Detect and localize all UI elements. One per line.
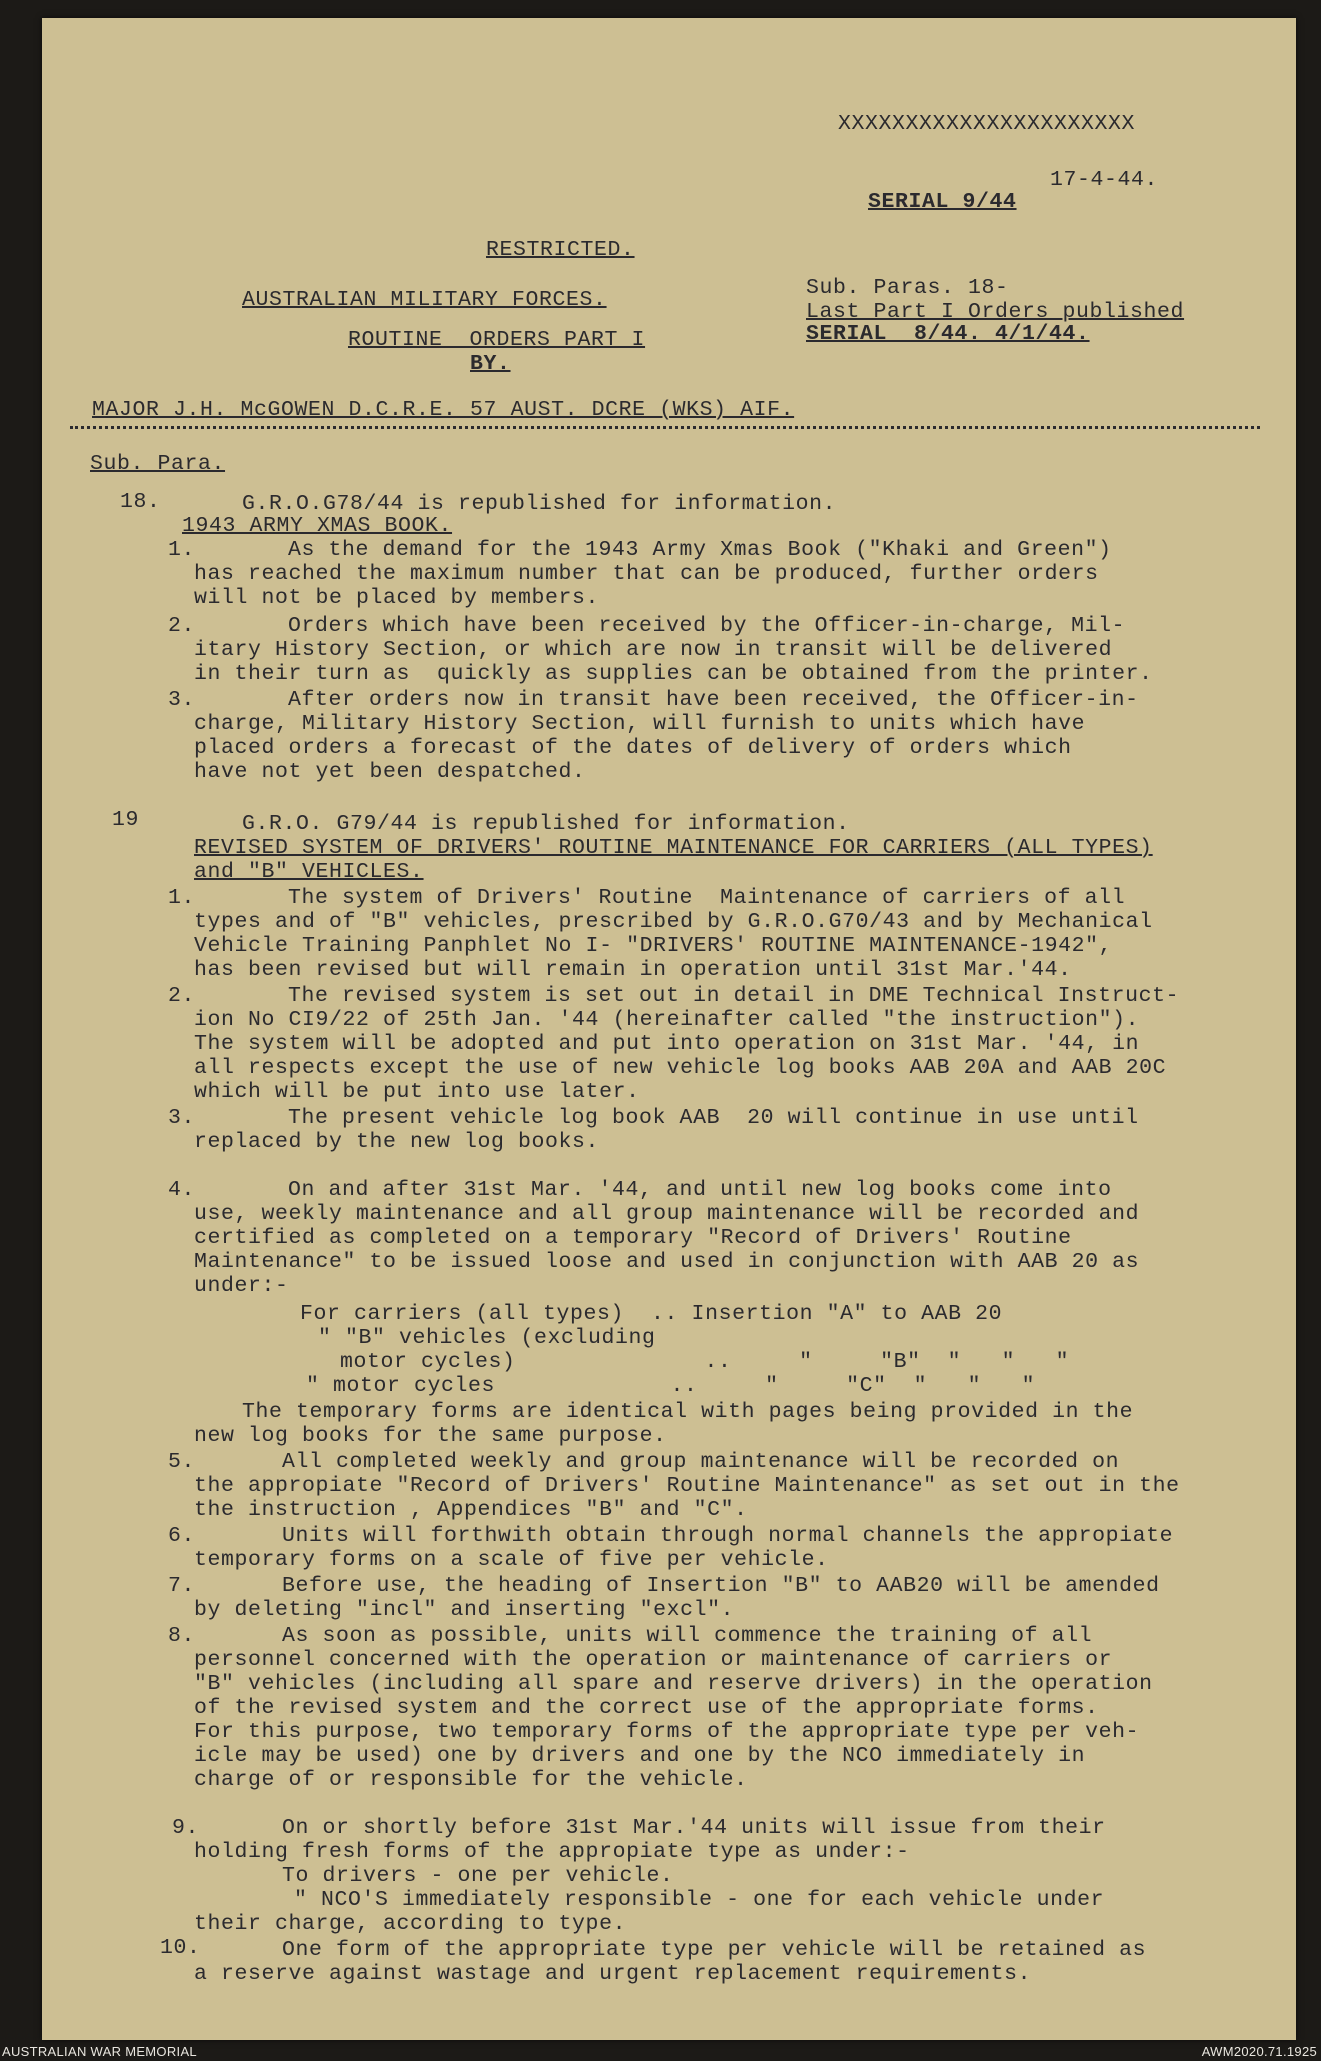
body-line: After orders now in transit have been received, the Officer-in- (288, 688, 1139, 712)
body-line: under:- (194, 1274, 289, 1298)
body-line: has been revised but will remain in operation until 31st Mar.'44. (194, 958, 1072, 982)
body-line: will not be placed by members. (194, 586, 600, 610)
body-line: replaced by the new log books. (194, 1130, 600, 1154)
body-line: in their turn as quickly as supplies can be obtained from the printer. (194, 662, 1153, 686)
para-number: 18. (120, 490, 161, 514)
header-forces: AUSTRALIAN MILITARY FORCES. (242, 288, 607, 312)
body-line: All completed weekly and group maintenance will be recorded on (282, 1450, 1120, 1474)
header-by: BY. (470, 352, 511, 376)
body-line: On and after 31st Mar. '44, and until new log books come into (288, 1178, 1112, 1202)
header-sub-paras: Sub. Paras. 18- (806, 276, 1009, 300)
item-number: 7. (168, 1574, 196, 1598)
body-line: The revised system is set out in detail in DME Technical Instruct- (288, 984, 1180, 1008)
item-number: 8. (168, 1624, 196, 1648)
item-number: 9. (172, 1816, 200, 1840)
body-line: As the demand for the 1943 Army Xmas Book ("Khaki and Green") (288, 538, 1112, 562)
dotted-divider (70, 426, 1260, 429)
body-line: The system will be adopted and put into operation on 31st Mar. '44, in (194, 1032, 1140, 1056)
table-line: motor cycles) .. " "B" " " " (340, 1350, 1070, 1374)
body-line: For this purpose, two temporary forms of the appropriate type per veh- (194, 1720, 1140, 1744)
body-line: itary History Section, or which are now in transit will be delivered (194, 638, 1113, 662)
sub-para-label: Sub. Para. (90, 452, 226, 476)
table-line: " motor cycles .. " "C" " " " (306, 1374, 1036, 1398)
body-line: which will be put into use later. (194, 1080, 640, 1104)
header-date: 17-4-44. (1050, 168, 1159, 192)
body-line: G.R.O. G79/44 is republished for information. (242, 812, 850, 836)
body-line: Vehicle Training Panphlet No I- "DRIVERS' ROUTINE MAINTENANCE-1942", (194, 934, 1113, 958)
header-last-serial: SERIAL 8/44. 4/1/44. (806, 322, 1090, 346)
body-line: certified as completed on a temporary "Record of Drivers' Routine (194, 1226, 1072, 1250)
item-number: 10. (160, 1936, 201, 1960)
item-number: 3. (168, 1106, 196, 1130)
body-line: types and of "B" vehicles, prescribed by G.R.O.G70/43 and by Mechanical (194, 910, 1153, 934)
body-line: Maintenance" to be issued loose and used in conjunction with AAB 20 as (194, 1250, 1140, 1274)
body-line: by deleting "incl" and inserting "excl". (194, 1598, 735, 1622)
item-number: 2. (168, 984, 196, 1008)
body-line: the appropiate "Record of Drivers' Routine Maintenance" as set out in the (194, 1474, 1180, 1498)
table-line: " "B" vehicles (excluding (318, 1326, 656, 1350)
body-line: icle may be used) one by drivers and one by the NCO immediately in (194, 1744, 1086, 1768)
body-line: a reserve against wastage and urgent replacement requirements. (194, 1962, 1032, 1986)
header-restricted: RESTRICTED. (486, 238, 635, 262)
body-line: their charge, according to type. (194, 1912, 627, 1936)
body-line: new log books for the same purpose. (194, 1424, 667, 1448)
body-line: The temporary forms are identical with pages being provided in the (242, 1400, 1134, 1424)
item-number: 1. (168, 538, 196, 562)
body-line: To drivers - one per vehicle. (282, 1864, 674, 1888)
section-heading: and "B" VEHICLES. (194, 860, 424, 884)
para-number: 19 (112, 808, 140, 832)
body-line: the instruction , Appendices "B" and "C". (194, 1498, 748, 1522)
item-number: 3. (168, 688, 196, 712)
header-xline: XXXXXXXXXXXXXXXXXXXXXX (838, 112, 1136, 136)
section-heading: REVISED SYSTEM OF DRIVERS' ROUTINE MAINTENANCE FOR CARRIERS (ALL TYPES) (194, 836, 1153, 860)
body-line: have not yet been despatched. (194, 760, 586, 784)
body-line: placed orders a forecast of the dates of delivery of orders which (194, 736, 1072, 760)
header-last-part: Last Part I Orders published (806, 300, 1185, 324)
body-line: One form of the appropriate type per vehicle will be retained as (282, 1938, 1147, 1962)
table-line: For carriers (all types) .. Insertion "A" to AAB 20 (300, 1302, 1003, 1326)
body-line: " NCO'S immediately responsible - one for each vehicle under (294, 1888, 1105, 1912)
body-line: charge, Military History Section, will furnish to units which have (194, 712, 1086, 736)
item-number: 6. (168, 1524, 196, 1548)
body-line: personnel concerned with the operation or maintenance of carriers or (194, 1648, 1113, 1672)
body-line: all respects except the use of new vehicle log books AAB 20A and AAB 20C (194, 1056, 1167, 1080)
footer-left: AUSTRALIAN WAR MEMORIAL (2, 2044, 197, 2059)
body-line: ion No CI9/22 of 25th Jan. '44 (hereinafter called "the instruction"). (194, 1008, 1140, 1032)
body-line: has reached the maximum number that can be produced, further orders (194, 562, 1099, 586)
header-routine-orders: ROUTINE ORDERS PART I (348, 328, 646, 352)
body-line: holding fresh forms of the appropiate type as under:- (194, 1840, 910, 1864)
body-line: On or shortly before 31st Mar.'44 units will issue from their (282, 1816, 1106, 1840)
body-line: Before use, the heading of Insertion "B" to AAB20 will be amended (282, 1574, 1160, 1598)
item-number: 2. (168, 614, 196, 638)
header-serial: SERIAL 9/44 (868, 190, 1017, 214)
body-line: G.R.O.G78/44 is republished for information. (242, 492, 837, 516)
header-major: MAJOR J.H. McGOWEN D.C.R.E. 57 AUST. DCRE (WKS) AIF. (92, 398, 795, 422)
section-heading: 1943 ARMY XMAS BOOK. (182, 514, 453, 538)
item-number: 4. (168, 1178, 196, 1202)
body-line: As soon as possible, units will commence the training of all (282, 1624, 1093, 1648)
body-line: The present vehicle log book AAB 20 will continue in use until (288, 1106, 1139, 1130)
footer-right: AWM2020.71.1925 (1201, 2044, 1317, 2059)
body-line: use, weekly maintenance and all group maintenance will be recorded and (194, 1202, 1140, 1226)
body-line: temporary forms on a scale of five per vehicle. (194, 1548, 829, 1572)
item-number: 1. (168, 886, 196, 910)
body-line: The system of Drivers' Routine Maintenance of carriers of all (288, 886, 1126, 910)
body-line: "B" vehicles (including all spare and reserve drivers) in the operation (194, 1672, 1153, 1696)
body-line: charge of or responsible for the vehicle. (194, 1768, 748, 1792)
body-line: of the revised system and the correct use of the appropriate forms. (194, 1696, 1099, 1720)
body-line: Orders which have been received by the Officer-in-charge, Mil- (288, 614, 1126, 638)
body-line: Units will forthwith obtain through normal channels the appropiate (282, 1524, 1174, 1548)
item-number: 5. (168, 1450, 196, 1474)
